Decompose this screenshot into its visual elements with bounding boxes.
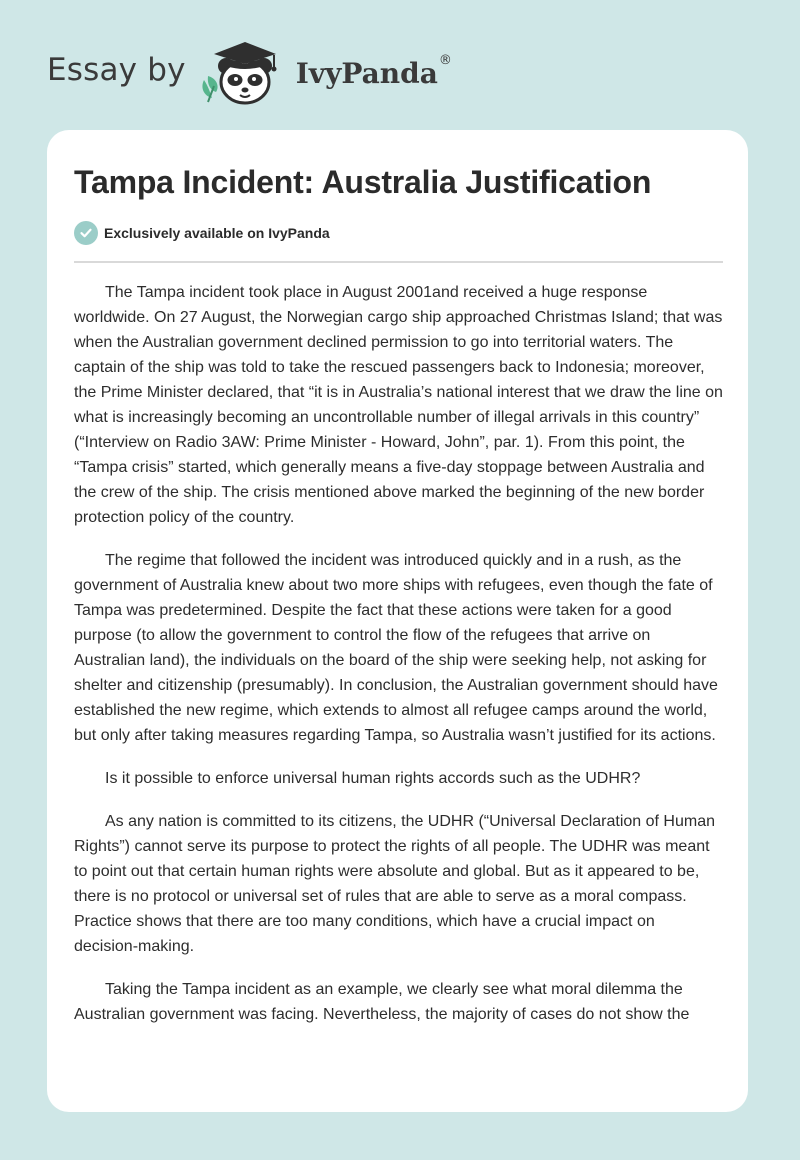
page-title: Tampa Incident: Australia Justification — [74, 164, 652, 200]
site-header — [47, 36, 452, 108]
exclusive-label: Exclusively available on IvyPanda — [104, 225, 330, 241]
title-divider — [74, 261, 723, 263]
check-icon — [74, 221, 98, 245]
panda-graduate-icon — [198, 36, 290, 108]
exclusive-badge — [74, 221, 330, 245]
essay-paragraph: Taking the Tampa incident as an example, we clearly see what moral dilemma the Australian government was facing. Nevertheless, the majority of cases do not show the — [74, 981, 690, 1023]
essay-paragraph: As any nation is committed to its citizens, the UDHR (“Universal Declaration of Human Rights”) cannot serve its purpose to protect the rights of all people. The UDHR was meant to point out that certain human rights were absolute and global. But as it appeared to be, there is no protocol or universal set of rules that are able to serve as a moral compass. Practice shows that there are too many conditions, which have a crucial impact on decision-making. — [74, 813, 715, 955]
essay-by-label: Essay by — [47, 52, 186, 88]
registered-mark: ® — [438, 52, 452, 68]
essay-body — [74, 280, 723, 1045]
essay-paragraph: The Tampa incident took place in August 2001and received a huge response worldwide. On 27 August, the Norwegian cargo ship approached Christmas Island; that was when the Australian government declined permission to go into territorial waters. The captain of the ship was told to take the rescued passengers back to Indonesia; moreover, the Prime Minister declared, that “it is in Australia’s national interest that we draw the line on what is increasingly becoming an uncontrollable number of illegal arrivals in this country” (“Interview on Radio 3AW: Prime Minister - Howard, John”, par. 1). From this point, the “Tampa crisis” started, which generally means a five-day stoppage between Australia and the crew of the ship. The crisis mentioned above marked the beginning of the new border protection policy of the country. — [74, 284, 723, 526]
ivypanda-wordmark: IvyPanda — [295, 56, 438, 90]
essay-question: Is it possible to enforce universal human rights accords such as the UDHR? — [105, 770, 641, 787]
essay-card — [47, 130, 748, 1112]
essay-paragraph: The regime that followed the incident was introduced quickly and in a rush, as the government of Australia knew about two more ships with refugees, even though the fate of Tampa was predetermined. Despite the fact that these actions were taken for a good purpose (to allow the government to control the flow of the refugees that arrive on Australian land), the individuals on the board of the ship were seeking help, not asking for shelter and citizenship (presumably). In conclusion, the Australian government should have established the new regime, which extends to almost all refugee camps around the world, but only after taking measures regarding Tampa, so Australia wasn’t justified for its actions. — [74, 552, 718, 744]
